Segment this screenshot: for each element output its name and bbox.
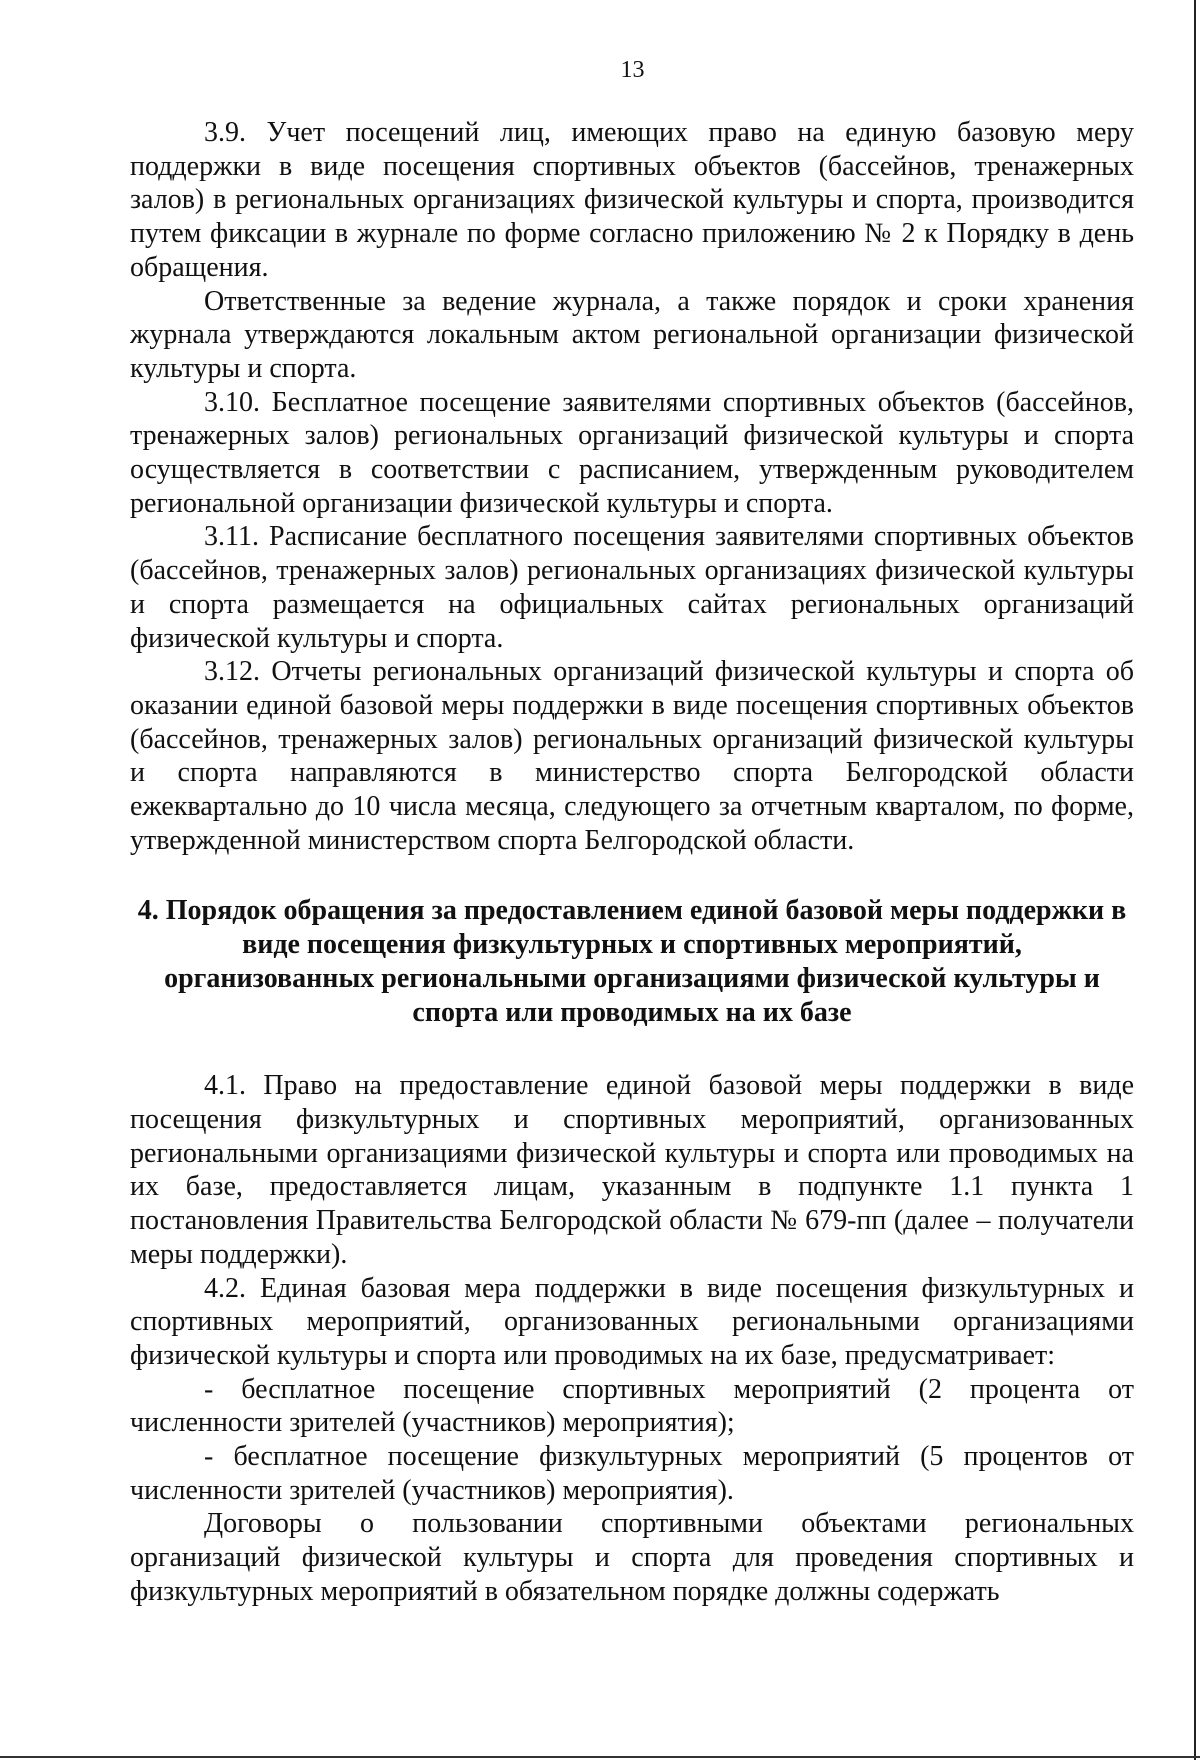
section-4-heading: 4. Порядок обращения за предоставлением единой базовой меры поддержки в виде посещения физкультурных и спортивных мероприятий, организованных региональными организациями физической культуры и спорта или проводимых на их базе — [137, 895, 1127, 1028]
paragraph-4-2: 4.2. Единая базовая мера поддержки в виде посещения физкультурных и спортивных мероприятий, организованных региональными организациями физической культуры и спорта или проводимых на их базе, предусматривает: — [130, 1272, 1134, 1371]
paragraph-3-12: 3.12. Отчеты региональных организаций физической культуры и спорта об оказании единой базовой меры поддержки в виде посещения спортивных объектов (бассейнов, тренажерных залов) региональных организаций физической культуры и спорта направляются в министерство спорта Белгородской области ежеквартально до 10 числа месяца, следующего за отчетным кварталом, по форме, утвержденной министерством спорта Белгородской области. — [130, 656, 1134, 856]
paragraph-3-11: 3.11. Расписание бесплатного посещения заявителями спортивных объектов (бассейнов, тренажерных залов) региональных организациях физической культуры и спорта размещается на официальных сайтах региональных организаций физической культуры и спорта. — [130, 521, 1134, 654]
paragraph-journal-responsibility: Ответственные за ведение журнала, а также порядок и сроки хранения журнала утверждаются локальным актом региональной организации физической культуры и спорта. — [130, 285, 1134, 384]
list-item-sport-events: - бесплатное посещение спортивных мероприятий (2 процента от численности зрителей (участников) мероприятия); — [130, 1373, 1134, 1439]
page-number: 13 — [620, 57, 645, 83]
paragraph-contracts: Договоры о пользовании спортивными объектами региональных организаций физической культуры и спорта для проведения спортивных и физкультурных мероприятий в обязательном порядке должны содержать — [130, 1508, 1134, 1607]
list-item-fitness-events: - бесплатное посещение физкультурных мероприятий (5 процентов от численности зрителей (участников) мероприятия). — [130, 1441, 1134, 1506]
paragraph-3-10: 3.10. Бесплатное посещение заявителями спортивных объектов (бассейнов, тренажерных залов) региональных организаций физической культуры и спорта осуществляется в соответствии с расписанием, утвержденным руководителем региональной организации физической культуры и спорта. — [130, 386, 1134, 519]
page-right-border — [1194, 0, 1196, 1760]
document-body — [130, 116, 1134, 1609]
paragraph-3-9: 3.9. Учет посещений лиц, имеющих право на единую базовую меру поддержки в виде посещения спортивных объектов (бассейнов, тренажерных залов) в региональных организациях физической культуры и спорта, производится путем фиксации в журнале по форме согласно приложению № 2 к Порядку в день обращения. — [130, 117, 1134, 283]
page-bottom-border — [0, 1756, 1200, 1758]
paragraph-4-1: 4.1. Право на предоставление единой базовой меры поддержки в виде посещения физкультурных и спортивных мероприятий, организованных региональными организациями физической культуры и спорта или проводимых на их базе, предоставляется лицам, указанным в подпункте 1.1 пункта 1 постановления Правительства Белгородской области № 679-пп (далее – получатели меры поддержки). — [130, 1070, 1134, 1270]
